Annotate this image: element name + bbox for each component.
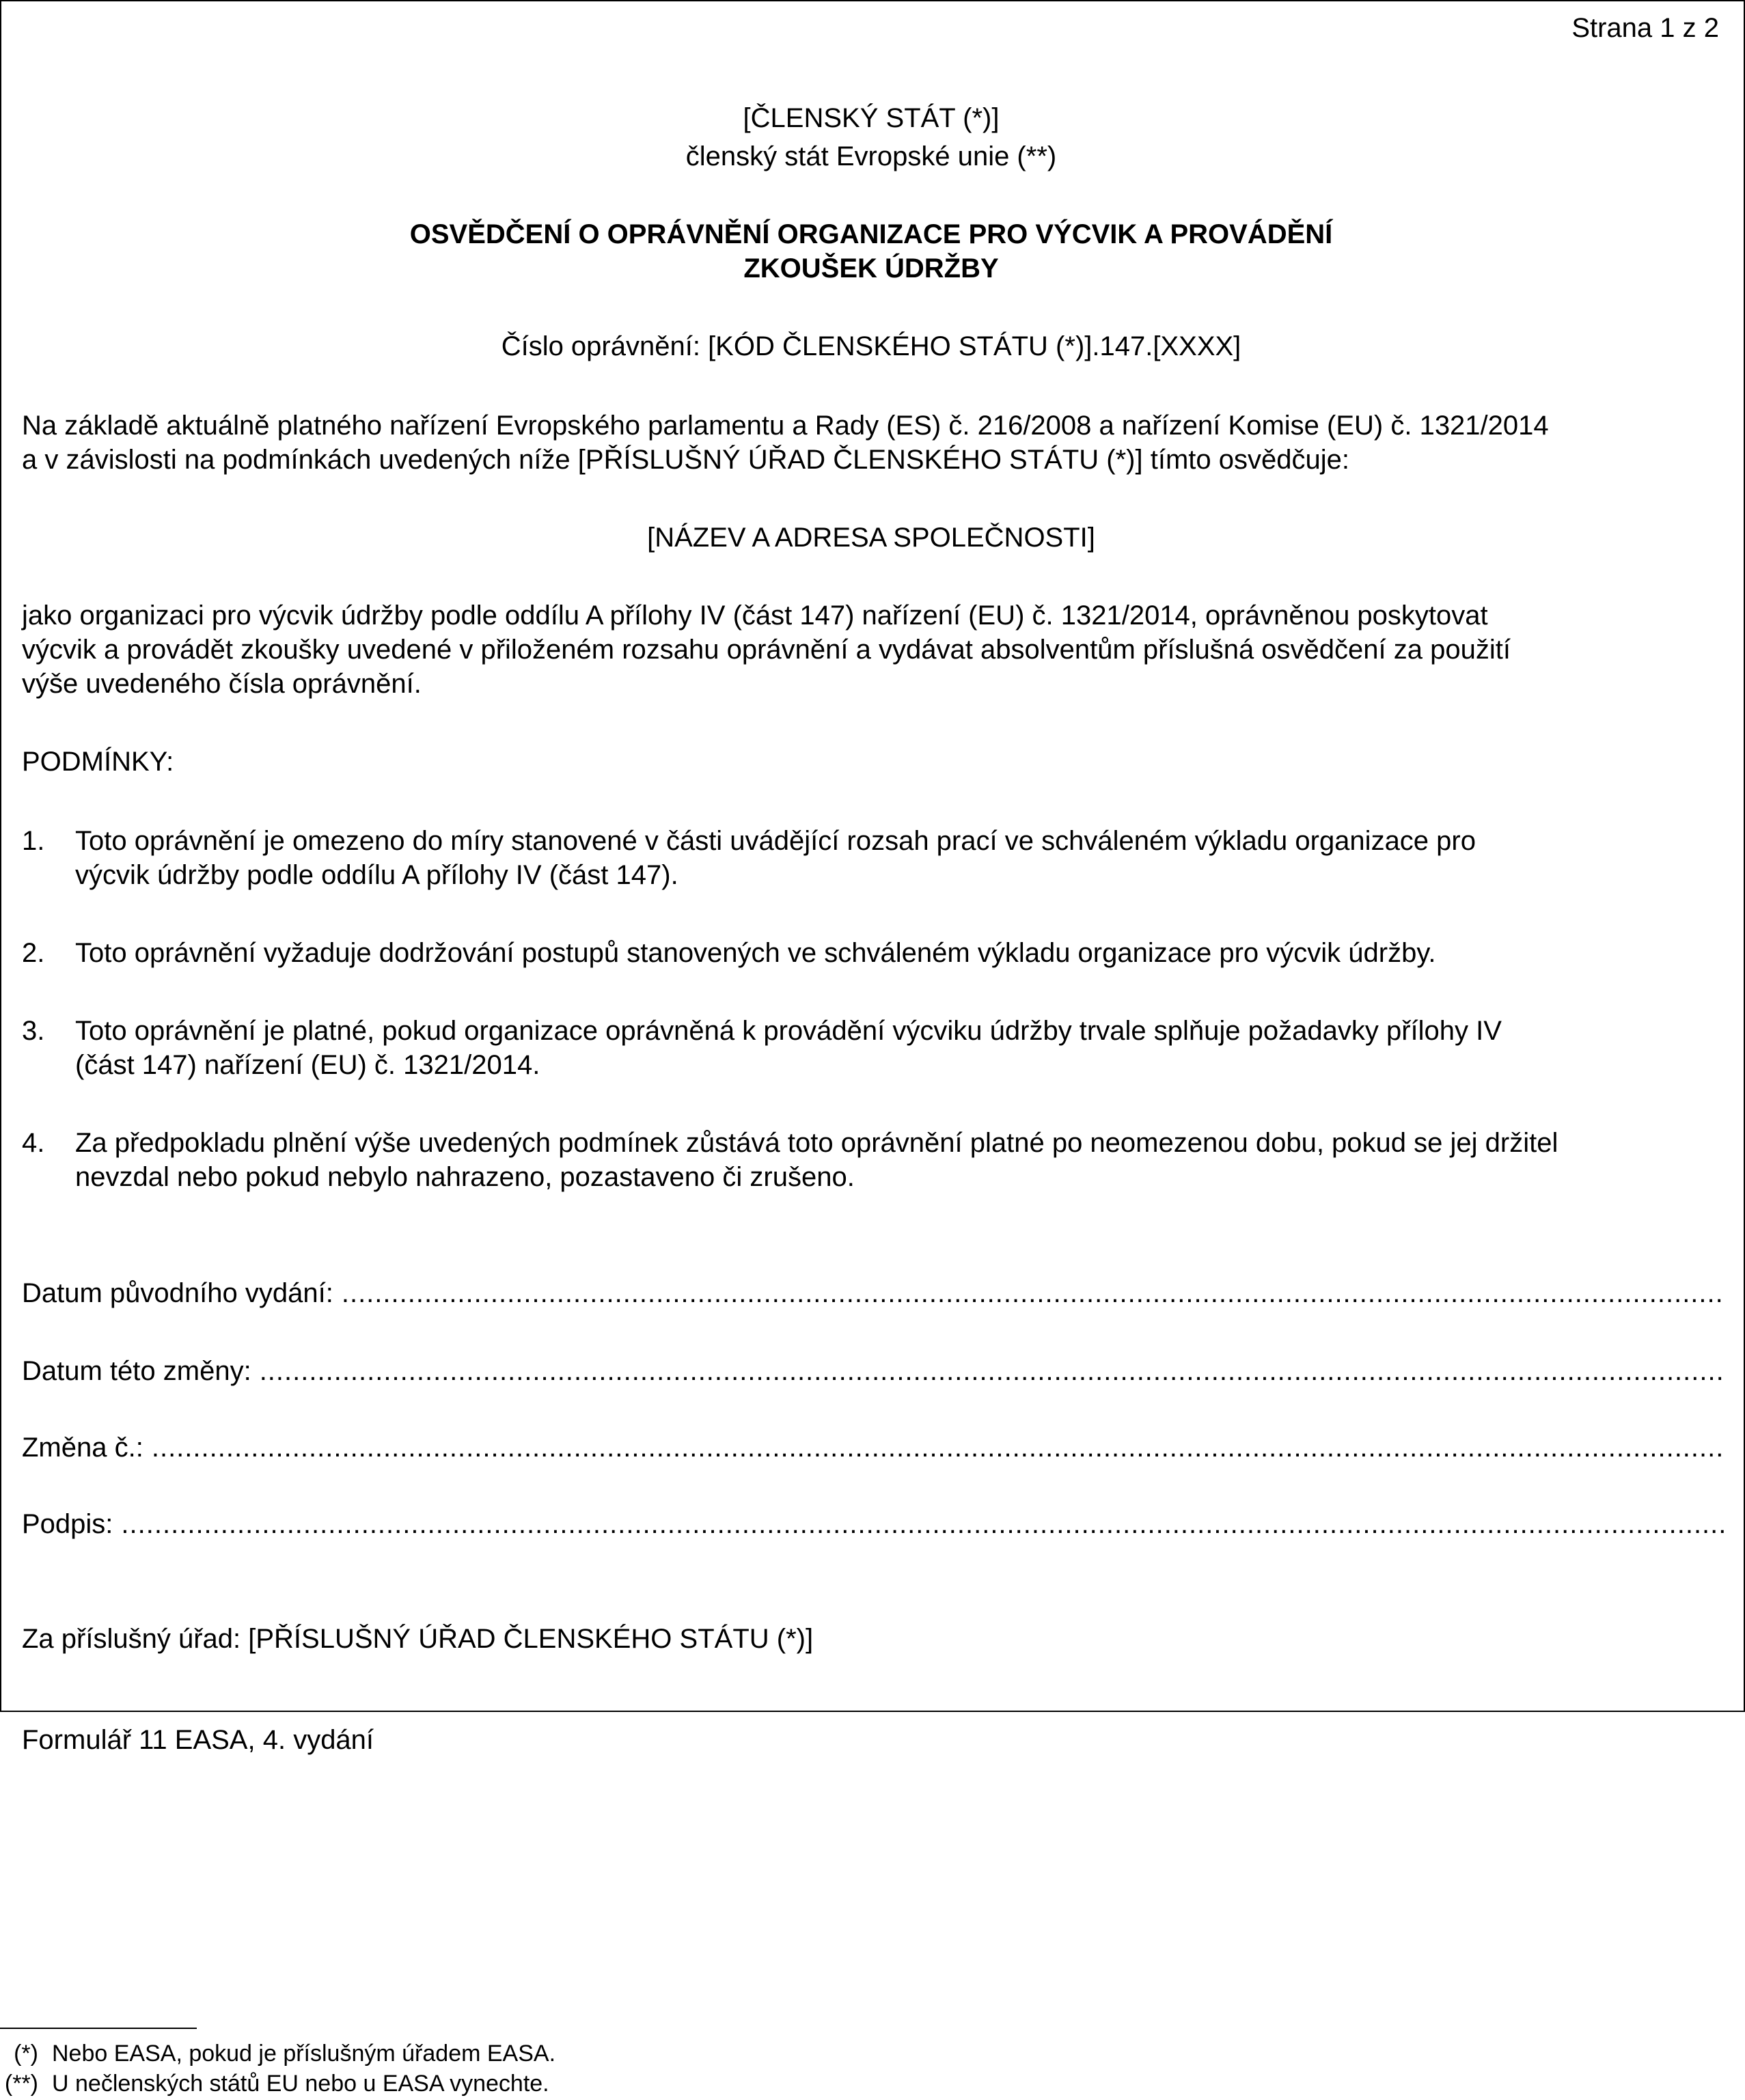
revision-number-label: Změna č.: — [22, 1433, 143, 1463]
revision-date-label: Datum této změny: — [22, 1356, 251, 1386]
dotted-fill-line — [260, 1354, 1725, 1388]
footnote — [0, 2040, 555, 2067]
footnote-mark: (**) — [4, 2071, 38, 2097]
certification-line-3: výše uvedeného čísla oprávnění. — [22, 669, 422, 699]
revision-number-field[interactable] — [22, 1431, 1725, 1465]
certification-line-2: výcvik a provádět zkoušky uvedené v přiloženém rozsahu oprávnění a vydávat absolventům příslušná osvědčení za použití — [22, 635, 1511, 665]
original-issue-date-field[interactable] — [22, 1276, 1725, 1310]
footnote-text: U nečlenských států EU nebo u EASA vynechte. — [52, 2071, 549, 2097]
dotted-fill-line — [342, 1276, 1725, 1310]
condition-number: 1. — [22, 826, 45, 856]
intro-paragraph — [22, 409, 1725, 477]
condition-text — [75, 1126, 1725, 1194]
condition-text — [75, 1014, 1725, 1082]
member-state-heading: [ČLENSKÝ STÁT (*)] — [743, 103, 1000, 133]
conditions-heading: PODMÍNKY: — [22, 747, 174, 777]
footnote-mark: (*) — [14, 2041, 38, 2067]
footnote-text: Nebo EASA, pokud je příslušným úřadem EASA. — [52, 2041, 556, 2067]
dotted-fill-line — [121, 1507, 1725, 1541]
condition-line: Toto oprávnění vyžaduje dodržování postupů stanovených ve schváleném výkladu organizace pro výcvik údržby. — [75, 938, 1436, 968]
intro-line-1: Na základě aktuálně platného nařízení Evropského parlamentu a Rady (ES) č. 216/2008 a nařízení Komise (EU) č. 1321/2014 — [22, 411, 1549, 441]
certificate-title-line-1: OSVĚDČENÍ O OPRÁVNĚNÍ ORGANIZACE PRO VÝCVIK A PROVÁDĚNÍ — [409, 219, 1333, 249]
condition-line: Za předpokladu plnění výše uvedených podmínek zůstává toto oprávnění platné po neomezenou dobu, pokud se jej držitel — [75, 1128, 1558, 1158]
condition-line: Toto oprávnění je omezeno do míry stanovené v části uvádějící rozsah prací ve schváleném výkladu organizace pro — [75, 826, 1476, 856]
footnote-separator — [0, 2028, 197, 2029]
intro-line-2: a v závislosti na podmínkách uvedených níže [PŘÍSLUŠNÝ ÚŘAD ČLENSKÉHO STÁTU (*)] tímto osvědčuje: — [22, 445, 1349, 475]
certification-paragraph — [22, 598, 1725, 701]
authority-line: Za příslušný úřad: [PŘÍSLUŠNÝ ÚŘAD ČLENSKÉHO STÁTU (*)] — [22, 1624, 814, 1654]
original-issue-date-label: Datum původního vydání: — [22, 1278, 333, 1308]
certification-line-1: jako organizaci pro výcvik údržby podle oddílu A přílohy IV (část 147) nařízení (EU) č. 1321/2014, oprávněnou poskytovat — [22, 600, 1488, 631]
dotted-fill-line — [152, 1431, 1725, 1465]
certificate-title-line-2: ZKOUŠEK ÚDRŽBY — [743, 253, 999, 284]
condition-text — [75, 824, 1725, 892]
condition-number: 2. — [22, 938, 45, 968]
signature-label: Podpis: — [22, 1509, 113, 1539]
condition-line: Toto oprávnění je platné, pokud organizace oprávněná k provádění výcviku údržby trvale splňuje požadavky přílohy IV — [75, 1016, 1502, 1046]
page-number: Strana 1 z 2 — [1571, 13, 1719, 43]
revision-date-field[interactable] — [22, 1354, 1725, 1388]
condition-text — [75, 936, 1725, 970]
company-name-address: [NÁZEV A ADRESA SPOLEČNOSTI] — [647, 523, 1095, 553]
signature-field[interactable] — [22, 1507, 1725, 1541]
approval-number: Číslo oprávnění: [KÓD ČLENSKÉHO STÁTU (*)].147.[XXXX] — [501, 331, 1241, 361]
condition-number: 4. — [22, 1128, 45, 1158]
footnote — [0, 2070, 549, 2097]
eu-member-state-heading: členský stát Evropské unie (**) — [685, 141, 1057, 171]
condition-line: (část 147) nařízení (EU) č. 1321/2014. — [75, 1050, 540, 1080]
condition-number: 3. — [22, 1016, 45, 1046]
condition-line: nevzdal nebo pokud nebylo nahrazeno, pozastaveno či zrušeno. — [75, 1162, 855, 1192]
condition-line: výcvik údržby podle oddílu A přílohy IV (část 147). — [75, 860, 678, 890]
form-id: Formulář 11 EASA, 4. vydání — [22, 1725, 374, 1755]
